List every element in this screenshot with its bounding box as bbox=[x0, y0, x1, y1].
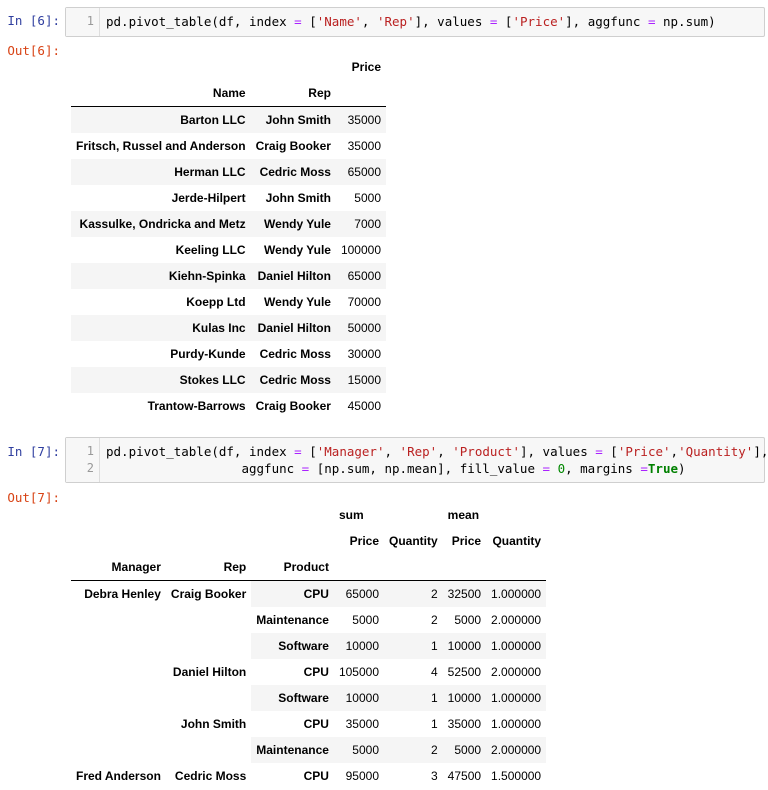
line-number: 2 bbox=[86, 461, 94, 475]
table-row bbox=[71, 289, 386, 315]
line-number-gutter bbox=[66, 8, 100, 36]
price-cell: 35000 bbox=[347, 113, 381, 127]
mean-quantity-cell: 1.000000 bbox=[491, 587, 542, 601]
row-rep: Wendy Yule bbox=[264, 243, 331, 257]
row-product: Software bbox=[278, 691, 329, 705]
column-header: Price bbox=[451, 534, 482, 548]
price-cell: 70000 bbox=[347, 295, 381, 309]
mean-price-cell: 10000 bbox=[447, 639, 482, 653]
row-product: CPU bbox=[303, 665, 329, 679]
row-rep: John Smith bbox=[166, 711, 251, 763]
row-rep: Daniel Hilton bbox=[166, 659, 251, 711]
table-header-row bbox=[71, 54, 386, 80]
table-row bbox=[71, 107, 386, 134]
index-header: Rep bbox=[251, 80, 336, 107]
column-header: Quantity bbox=[492, 534, 542, 548]
mean-quantity-cell: 1.000000 bbox=[491, 691, 542, 705]
sum-price-cell: 10000 bbox=[345, 691, 379, 705]
mean-price-cell: 32500 bbox=[447, 587, 482, 601]
mean-price-cell: 5000 bbox=[454, 743, 482, 757]
row-rep: Wendy Yule bbox=[264, 217, 331, 231]
row-rep: Cedric Moss bbox=[259, 347, 331, 361]
index-header-row bbox=[71, 80, 386, 107]
row-name: Fritsch, Russel and Anderson bbox=[76, 139, 246, 153]
sum-price-cell: 105000 bbox=[338, 665, 379, 679]
sum-quantity-cell: 1 bbox=[430, 691, 438, 705]
row-name: Keeling LLC bbox=[175, 243, 246, 257]
pivot-table-manager-rep-product bbox=[71, 502, 546, 789]
mean-price-cell: 10000 bbox=[447, 691, 482, 705]
group-header-row bbox=[71, 502, 546, 528]
sum-price-cell: 65000 bbox=[345, 587, 379, 601]
sum-price-cell: 95000 bbox=[345, 769, 379, 783]
row-manager: Fred Anderson bbox=[71, 763, 166, 789]
sum-quantity-cell: 2 bbox=[430, 743, 438, 757]
index-header: Product bbox=[251, 554, 334, 581]
sum-quantity-cell: 4 bbox=[430, 665, 438, 679]
row-rep: Cedric Moss bbox=[259, 165, 331, 179]
price-cell: 35000 bbox=[347, 139, 381, 153]
row-product: Maintenance bbox=[256, 613, 329, 627]
price-cell: 5000 bbox=[354, 191, 381, 205]
code-line-1[interactable]: pd.pivot_table(df, index = ['Manager', 'Rep', 'Product'], values = ['Price','Quantity'], bbox=[106, 444, 768, 459]
mean-quantity-cell: 2.000000 bbox=[491, 665, 542, 679]
price-cell: 100000 bbox=[340, 243, 381, 257]
row-name: Koepp Ltd bbox=[186, 295, 246, 309]
table-row bbox=[71, 263, 386, 289]
row-name: Kulas Inc bbox=[192, 321, 246, 335]
mean-quantity-cell: 2.000000 bbox=[491, 613, 542, 627]
table-row bbox=[71, 211, 386, 237]
row-rep: Craig Booker bbox=[255, 399, 331, 413]
price-cell: 15000 bbox=[347, 373, 381, 387]
table-row bbox=[71, 237, 386, 263]
out-prompt-7: Out[7]: bbox=[7, 490, 60, 505]
table-row bbox=[71, 315, 386, 341]
out-prompt-6: Out[6]: bbox=[7, 43, 60, 58]
mean-quantity-cell: 1.500000 bbox=[491, 769, 542, 783]
column-header: Price bbox=[349, 534, 379, 548]
row-name: Kiehn-Spinka bbox=[168, 269, 246, 283]
table-row bbox=[71, 341, 386, 367]
mean-price-cell: 5000 bbox=[454, 613, 482, 627]
index-header-row bbox=[71, 554, 546, 581]
table-row bbox=[71, 763, 546, 789]
price-cell: 45000 bbox=[347, 399, 381, 413]
price-cell: 50000 bbox=[347, 321, 381, 335]
row-name: Jerde-Hilpert bbox=[171, 191, 246, 205]
sum-price-cell: 5000 bbox=[352, 613, 379, 627]
row-name: Purdy-Kunde bbox=[170, 347, 246, 361]
row-name: Barton LLC bbox=[180, 113, 246, 127]
row-rep: Craig Booker bbox=[255, 139, 331, 153]
price-cell: 65000 bbox=[347, 269, 381, 283]
sum-quantity-cell: 1 bbox=[430, 639, 438, 653]
index-header: Rep bbox=[166, 554, 251, 581]
code-cell-7[interactable] bbox=[65, 437, 768, 483]
sum-quantity-cell: 3 bbox=[430, 769, 438, 783]
price-cell: 7000 bbox=[354, 217, 381, 231]
row-product: CPU bbox=[303, 769, 329, 783]
row-name: Trantow-Barrows bbox=[147, 399, 246, 413]
table-row bbox=[71, 581, 546, 608]
row-name: Herman LLC bbox=[174, 165, 246, 179]
price-cell: 65000 bbox=[347, 165, 381, 179]
sum-price-cell: 5000 bbox=[352, 743, 379, 757]
code-line-1[interactable]: pd.pivot_table(df, index = ['Name', 'Rep'], values = ['Price'], aggfunc = np.sum) bbox=[106, 14, 716, 29]
row-name: Stokes LLC bbox=[179, 373, 246, 387]
mean-price-cell: 52500 bbox=[447, 665, 482, 679]
pivot-table-name-rep bbox=[71, 54, 386, 419]
table-row bbox=[71, 185, 386, 211]
row-manager: Debra Henley bbox=[71, 581, 166, 764]
line-number: 1 bbox=[86, 14, 94, 28]
table-row bbox=[71, 393, 386, 419]
mean-quantity-cell: 1.000000 bbox=[491, 639, 542, 653]
mean-price-cell: 35000 bbox=[447, 717, 482, 731]
sum-quantity-cell: 2 bbox=[430, 587, 438, 601]
row-rep: John Smith bbox=[265, 113, 331, 127]
line-number-gutter bbox=[66, 438, 100, 482]
mean-price-cell: 47500 bbox=[447, 769, 482, 783]
row-rep: Wendy Yule bbox=[264, 295, 331, 309]
row-rep: Cedric Moss bbox=[259, 373, 331, 387]
index-header: Name bbox=[71, 80, 251, 107]
row-name: Kassulke, Ondricka and Metz bbox=[79, 217, 246, 231]
row-product: Maintenance bbox=[256, 743, 329, 757]
sum-quantity-cell: 2 bbox=[430, 613, 438, 627]
code-cell-6[interactable] bbox=[65, 7, 765, 37]
line-number: 1 bbox=[86, 444, 94, 458]
row-rep: Craig Booker bbox=[166, 581, 251, 660]
index-header: Manager bbox=[71, 554, 166, 581]
in-prompt-6: In [6]: bbox=[7, 13, 60, 28]
row-product: CPU bbox=[303, 587, 329, 601]
table-row bbox=[71, 159, 386, 185]
group-header: sum bbox=[338, 508, 364, 522]
price-cell: 30000 bbox=[347, 347, 381, 361]
sum-quantity-cell: 1 bbox=[430, 717, 438, 731]
in-prompt-7: In [7]: bbox=[7, 444, 60, 459]
mean-quantity-cell: 1.000000 bbox=[491, 717, 542, 731]
code-line-2[interactable]: aggfunc = [np.sum, np.mean], fill_value = 0, margins =True) bbox=[106, 461, 686, 476]
sum-price-cell: 35000 bbox=[345, 717, 379, 731]
column-header: Quantity bbox=[389, 534, 438, 548]
row-rep: Cedric Moss bbox=[166, 763, 251, 789]
row-rep: Daniel Hilton bbox=[257, 321, 331, 335]
column-header: Price bbox=[351, 60, 381, 74]
row-product: Software bbox=[278, 639, 329, 653]
table-row bbox=[71, 367, 386, 393]
row-product: CPU bbox=[303, 717, 329, 731]
sum-price-cell: 10000 bbox=[345, 639, 379, 653]
mean-quantity-cell: 2.000000 bbox=[491, 743, 542, 757]
row-rep: Daniel Hilton bbox=[257, 269, 331, 283]
table-row bbox=[71, 133, 386, 159]
group-header: mean bbox=[447, 508, 480, 522]
value-header-row bbox=[71, 528, 546, 554]
row-rep: John Smith bbox=[265, 191, 331, 205]
